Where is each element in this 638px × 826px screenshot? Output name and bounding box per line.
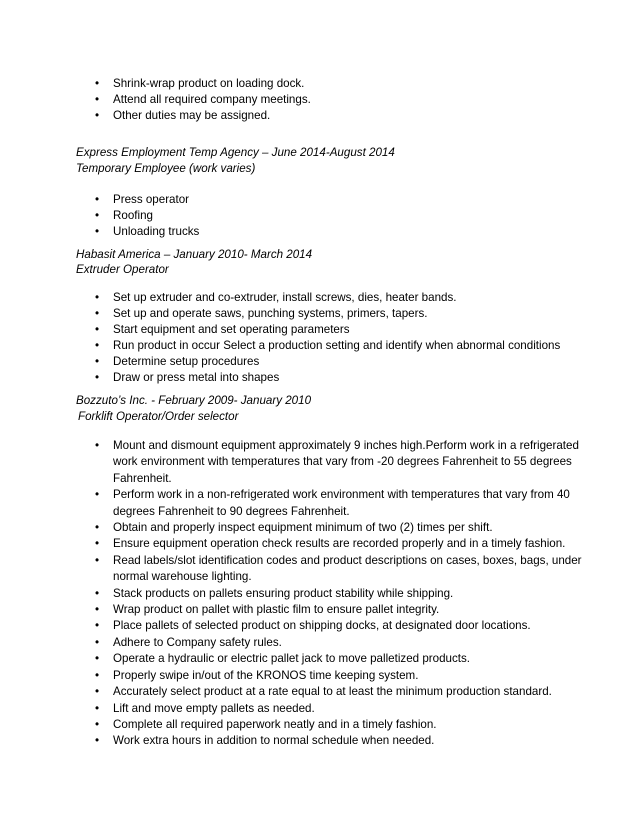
- bullet-icon: •: [94, 668, 100, 682]
- bullet-icon: •: [94, 652, 100, 666]
- list-item: • Press operator: [113, 192, 583, 208]
- bullet-icon: •: [94, 488, 100, 502]
- habasit-title-line: Extruder Operator: [76, 263, 169, 276]
- list-item: • Start equipment and set operating parameters: [113, 322, 593, 338]
- list-item: • Place pallets of selected product on shipping docks, at designated door locations.: [113, 618, 583, 634]
- list-item: • Wrap product on pallet with plastic film to ensure pallet integrity.: [113, 602, 583, 618]
- list-item: • Properly swipe in/out of the KRONOS time keeping system.: [113, 668, 583, 684]
- list-item: • Perform work in a non-refrigerated work environment with temperatures that vary from 40 degrees Fahrenheit to 90 degrees Fahrenheit.: [113, 487, 583, 520]
- bozzuto-duties-list: [94, 438, 583, 750]
- bullet-icon: •: [94, 355, 100, 368]
- list-item: • Set up and operate saws, punching systems, primers, tapers.: [113, 306, 593, 322]
- express-company-line: Express Employment Temp Agency – June 2014-August 2014: [76, 146, 395, 159]
- bullet-icon: •: [94, 339, 100, 352]
- bullet-icon: •: [94, 635, 100, 649]
- bullet-icon: •: [94, 701, 100, 715]
- bullet-icon: •: [94, 603, 100, 617]
- bullet-icon: •: [94, 717, 100, 731]
- bullet-icon: •: [94, 619, 100, 633]
- bullet-icon: •: [94, 586, 100, 600]
- list-item: • Shrink-wrap product on loading dock.: [113, 76, 583, 92]
- bullet-icon: •: [94, 291, 100, 304]
- express-title-line: Temporary Employee (work varies): [76, 162, 256, 175]
- list-item: • Draw or press metal into shapes: [113, 370, 593, 386]
- list-item: • Unloading trucks: [113, 224, 583, 240]
- list-item: • Adhere to Company safety rules.: [113, 635, 583, 651]
- bullet-icon: •: [94, 323, 100, 336]
- list-item: • Stack products on pallets ensuring product stability while shipping.: [113, 586, 583, 602]
- list-item: • Determine setup procedures: [113, 354, 593, 370]
- bullet-icon: •: [94, 109, 100, 122]
- list-item: • Ensure equipment operation check results are recorded properly and in a timely fashion.: [113, 536, 583, 552]
- bullet-icon: •: [94, 537, 100, 551]
- bullet-icon: •: [94, 371, 100, 384]
- express-duties-list: [94, 192, 583, 240]
- bullet-icon: •: [94, 307, 100, 320]
- list-item: • Complete all required paperwork neatly and in a timely fashion.: [113, 717, 583, 733]
- bullet-icon: •: [94, 553, 100, 567]
- list-item: • Obtain and properly inspect equipment minimum of two (2) times per shift.: [113, 520, 583, 536]
- duties-list-intro: [94, 76, 583, 124]
- bullet-icon: •: [94, 734, 100, 748]
- bullet-icon: •: [94, 685, 100, 699]
- bullet-icon: •: [94, 521, 100, 535]
- bozzuto-title-line: Forklift Operator/Order selector: [78, 410, 239, 423]
- list-item: • Mount and dismount equipment approximately 9 inches high.Perform work in a refrigerated work environment with temperatures that vary from -20 degrees Fahrenheit to 55 degrees Fahrenheit.: [113, 438, 583, 487]
- list-item: • Roofing: [113, 208, 583, 224]
- list-item: • Work extra hours in addition to normal schedule when needed.: [113, 733, 583, 749]
- list-item: • Run product in occur Select a production setting and identify when abnormal conditions: [113, 338, 593, 354]
- bullet-icon: •: [94, 77, 100, 90]
- list-item: • Attend all required company meetings.: [113, 92, 583, 108]
- bozzuto-company-line: Bozzuto’s Inc. - February 2009- January 2010: [76, 394, 312, 407]
- habasit-company-line: Habasit America – January 2010- March 2014: [76, 248, 313, 261]
- list-item: • Other duties may be assigned.: [113, 108, 583, 124]
- bullet-icon: •: [94, 93, 100, 106]
- habasit-duties-list: [94, 290, 593, 386]
- list-item: • Read labels/slot identification codes and product descriptions on cases, boxes, bags, under normal warehouse lighting.: [113, 553, 583, 586]
- list-item: • Accurately select product at a rate equal to at least the minimum production standard.: [113, 684, 583, 700]
- list-item: • Lift and move empty pallets as needed.: [113, 701, 583, 717]
- bullet-icon: •: [94, 193, 100, 206]
- bullet-icon: •: [94, 209, 100, 222]
- bullet-icon: •: [94, 439, 100, 452]
- list-item: • Set up extruder and co-extruder, install screws, dies, heater bands.: [113, 290, 593, 306]
- list-item: • Operate a hydraulic or electric pallet jack to move palletized products.: [113, 651, 583, 667]
- bullet-icon: •: [94, 225, 100, 238]
